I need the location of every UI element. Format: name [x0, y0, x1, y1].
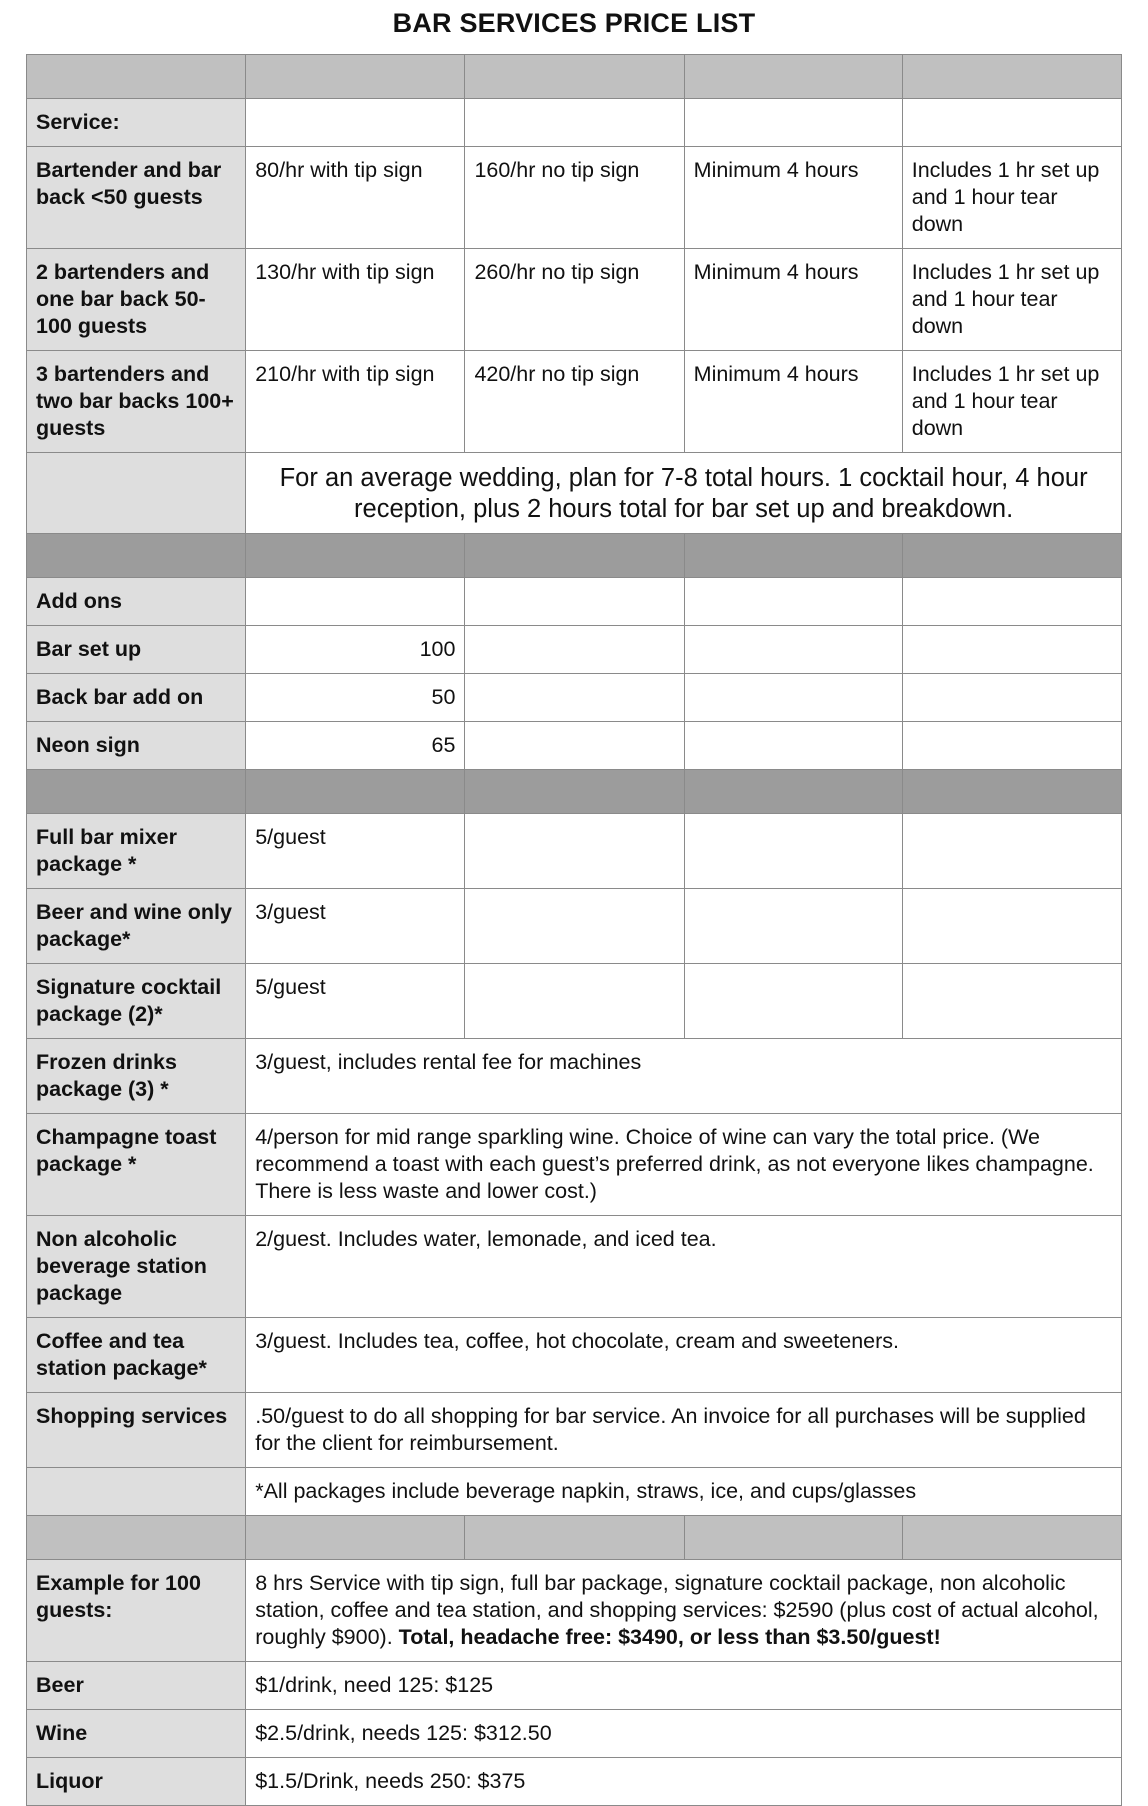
package-row	[27, 964, 1122, 1039]
package-row	[27, 1216, 1122, 1318]
package-price: 3/guest, includes rental fee for machines	[246, 1039, 1122, 1114]
service-row	[27, 147, 1122, 249]
includes-note: Includes 1 hr set up and 1 hour tear down	[902, 351, 1121, 453]
service-name: 3 bartenders and two bar backs 100+ guests	[27, 351, 246, 453]
package-price: .50/guest to do all shopping for bar service. An invoice for all purchases will be supplied for the client for reimbursement.	[246, 1393, 1122, 1468]
section-divider	[27, 770, 1122, 814]
package-price: 4/person for mid range sparkling wine. Choice of wine can vary the total price. (We recommend a toast with each guest’s preferred drink, as not everyone likes champagne. There is less waste and lower cost.)	[246, 1114, 1122, 1216]
service-header: Service:	[27, 99, 246, 147]
example-cost-name: Beer	[27, 1662, 246, 1710]
example-text	[246, 1560, 1122, 1662]
service-row	[27, 351, 1122, 453]
package-row	[27, 1393, 1122, 1468]
packages-footnote-row	[27, 1468, 1122, 1516]
price-with-tip: 210/hr with tip sign	[246, 351, 465, 453]
package-row	[27, 1039, 1122, 1114]
service-row	[27, 249, 1122, 351]
price-no-tip: 260/hr no tip sign	[465, 249, 684, 351]
wedding-note-row	[27, 453, 1122, 534]
package-price: 5/guest	[246, 814, 465, 889]
example-total: Total, headache free: $3490, or less than $3.50/guest!	[398, 1625, 941, 1649]
addon-name: Neon sign	[27, 722, 246, 770]
example-cost-row	[27, 1662, 1122, 1710]
package-row	[27, 889, 1122, 964]
price-with-tip: 130/hr with tip sign	[246, 249, 465, 351]
minimum-hours: Minimum 4 hours	[684, 249, 902, 351]
addon-name: Bar set up	[27, 626, 246, 674]
package-row	[27, 814, 1122, 889]
package-name: Coffee and tea station package*	[27, 1318, 246, 1393]
package-name: Non alcoholic beverage station package	[27, 1216, 246, 1318]
example-row	[27, 1560, 1122, 1662]
package-name: Champagne toast package *	[27, 1114, 246, 1216]
page-title: BAR SERVICES PRICE LIST	[392, 8, 756, 38]
package-name: Shopping services	[27, 1393, 246, 1468]
includes-note: Includes 1 hr set up and 1 hour tear down	[902, 249, 1121, 351]
addon-price: 50	[246, 674, 465, 722]
example-cost-value: $1/drink, need 125: $125	[246, 1662, 1122, 1710]
service-name: 2 bartenders and one bar back 50-100 guests	[27, 249, 246, 351]
example-cost-row	[27, 1758, 1122, 1806]
package-row	[27, 1318, 1122, 1393]
minimum-hours: Minimum 4 hours	[684, 147, 902, 249]
package-name: Beer and wine only package*	[27, 889, 246, 964]
wedding-note: For an average wedding, plan for 7-8 total hours. 1 cocktail hour, 4 hour reception, plus 2 hours total for bar set up and breakdown.	[246, 453, 1122, 534]
addon-name: Back bar add on	[27, 674, 246, 722]
minimum-hours: Minimum 4 hours	[684, 351, 902, 453]
header-band	[27, 55, 1122, 99]
service-header-row	[27, 99, 1122, 147]
addons-header-row	[27, 578, 1122, 626]
package-price: 2/guest. Includes water, lemonade, and iced tea.	[246, 1216, 1122, 1318]
addon-price: 65	[246, 722, 465, 770]
package-name: Signature cocktail package (2)*	[27, 964, 246, 1039]
addon-row	[27, 674, 1122, 722]
package-name: Frozen drinks package (3) *	[27, 1039, 246, 1114]
price-with-tip: 80/hr with tip sign	[246, 147, 465, 249]
addon-row	[27, 626, 1122, 674]
section-divider	[27, 1516, 1122, 1560]
packages-footnote: *All packages include beverage napkin, straws, ice, and cups/glasses	[246, 1468, 1122, 1516]
package-row	[27, 1114, 1122, 1216]
package-price: 5/guest	[246, 964, 465, 1039]
addon-price: 100	[246, 626, 465, 674]
example-description: 8 hrs Service with tip sign, full bar package, signature cocktail package, non alcoholic station, coffee and tea station, and shopping services: $2590 (plus cost of actual alcohol, roughly $900).	[255, 1571, 1099, 1649]
price-no-tip: 420/hr no tip sign	[465, 351, 684, 453]
service-name: Bartender and bar back <50 guests	[27, 147, 246, 249]
package-name: Full bar mixer package *	[27, 814, 246, 889]
addons-header: Add ons	[27, 578, 246, 626]
example-cost-name: Wine	[27, 1710, 246, 1758]
section-divider	[27, 534, 1122, 578]
package-price: 3/guest	[246, 889, 465, 964]
price-table	[26, 54, 1122, 1806]
addon-row	[27, 722, 1122, 770]
example-cost-value: $1.5/Drink, needs 250: $375	[246, 1758, 1122, 1806]
price-no-tip: 160/hr no tip sign	[465, 147, 684, 249]
example-label: Example for 100 guests:	[27, 1560, 246, 1662]
example-cost-name: Liquor	[27, 1758, 246, 1806]
includes-note: Includes 1 hr set up and 1 hour tear down	[902, 147, 1121, 249]
package-price: 3/guest. Includes tea, coffee, hot chocolate, cream and sweeteners.	[246, 1318, 1122, 1393]
example-cost-value: $2.5/drink, needs 125: $312.50	[246, 1710, 1122, 1758]
example-cost-row	[27, 1710, 1122, 1758]
